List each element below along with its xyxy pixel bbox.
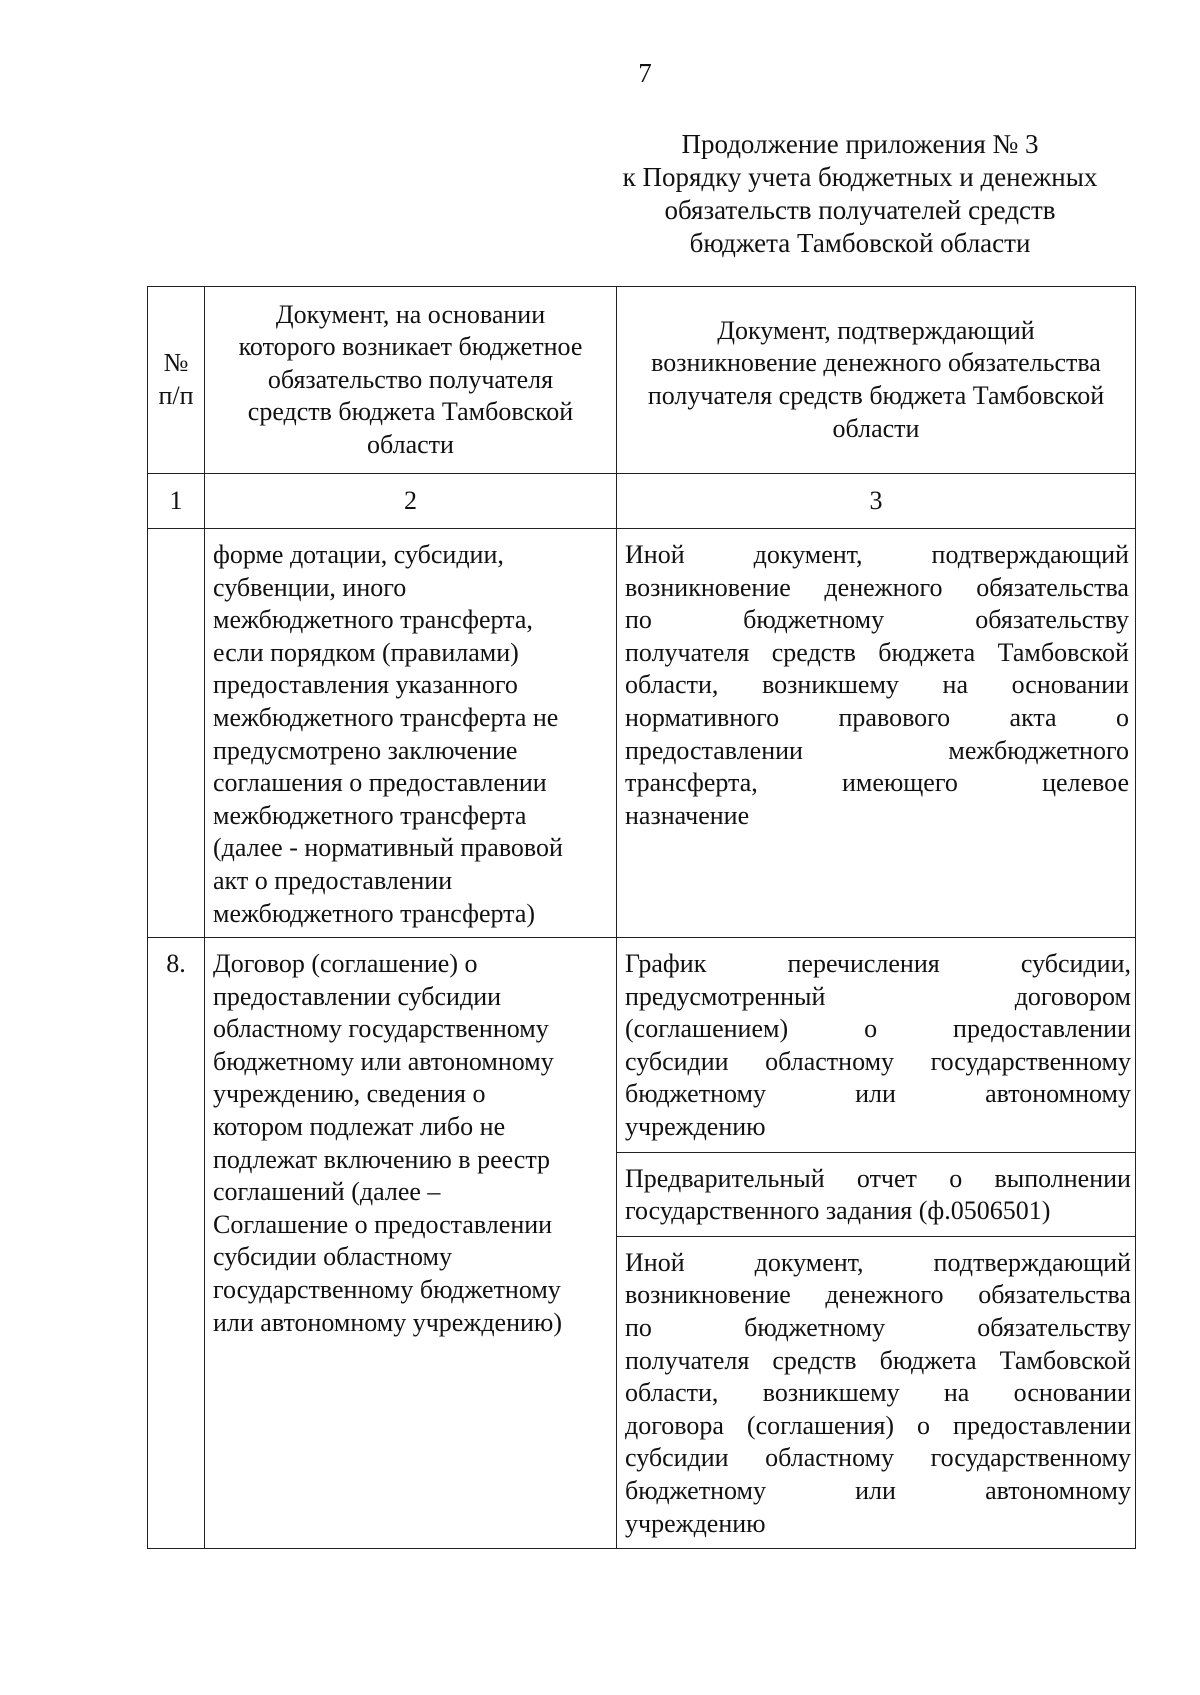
cell-text-line: Предварительный отчет о выполнении	[625, 1163, 1131, 1193]
cell-text-line: Иной документ, подтверждающий	[625, 1247, 1131, 1277]
cell-text-line: Иной документ, подтверждающий	[625, 540, 1129, 569]
appendix-header-line: бюджета Тамбовской области	[689, 228, 1031, 258]
cell-text-line: предусмотренный договором	[625, 981, 1131, 1011]
cell-text-line: предоставлении субсидии	[213, 981, 502, 1011]
cell-text-line: соглашения о предоставлении	[213, 768, 547, 798]
cell-text-line: договора (соглашения) о предоставлении	[625, 1410, 1131, 1440]
cell-text-line: предусмотрено заключение	[213, 735, 518, 765]
column-number-cell: 2	[205, 474, 617, 529]
header-basis-line: Документ, на основании	[275, 299, 546, 329]
cell-text-line: Соглашение о предоставлении	[213, 1209, 553, 1239]
cell-text-line: подлежат включению в реестр	[213, 1144, 551, 1174]
header-num-line: №	[163, 348, 189, 378]
cell-text-line: получателя средств бюджета Тамбовской	[625, 1345, 1131, 1375]
cell-text-line: соглашений (далее –	[213, 1177, 441, 1207]
cell-text-line: или автономному учреждению)	[213, 1307, 562, 1337]
cell-text-line: государственному бюджетному	[213, 1274, 561, 1304]
cell-text-line: учреждению, сведения о	[213, 1079, 486, 1109]
header-basis-line: области	[367, 429, 454, 459]
appendix-header-line: обязательств получателей средств	[664, 195, 1056, 225]
column-number-cell: 1	[148, 474, 205, 529]
cell-text-line: государственного задания (ф.0506501)	[625, 1196, 1051, 1226]
appendix-header-line: к Порядку учета бюджетных и денежных	[622, 162, 1098, 192]
cell-text-line: получателя средств бюджета Тамбовской	[625, 637, 1129, 667]
obligations-table	[147, 286, 1136, 1549]
cell-text-line: возникновение денежного обязательства	[625, 1280, 1131, 1310]
table-row-continued	[148, 529, 1136, 938]
header-confirm-line: области	[832, 413, 920, 443]
row-num-cell: 8.	[148, 938, 205, 1549]
cell-text-line: субвенции, иного	[213, 572, 407, 602]
row-basis-cell	[205, 938, 617, 1549]
confirm-document-block	[617, 1237, 1135, 1548]
cell-text-line: субсидии областному государственному	[625, 1046, 1131, 1076]
column-number-cell: 3	[617, 474, 1136, 529]
page-number: 7	[638, 58, 652, 88]
cell-text-line: области, возникшему на основании	[625, 1378, 1131, 1408]
header-num-cell	[148, 287, 205, 474]
cell-text-line: бюджетному или автономному	[625, 1079, 1131, 1109]
row-basis-cell	[205, 529, 617, 938]
row-confirm-cell	[617, 938, 1136, 1549]
header-confirm-cell	[617, 287, 1136, 474]
header-confirm-line: возникновение денежного обязательства	[651, 348, 1101, 378]
cell-text-line: акт о предоставлении	[213, 865, 453, 895]
appendix-header-line: Продолжение приложения № 3	[681, 129, 1039, 159]
cell-text-line: предоставлении межбюджетного	[625, 735, 1129, 765]
row-confirm-cell	[617, 529, 1136, 938]
column-number-row	[148, 474, 1136, 529]
cell-text-line: межбюджетного трансферта не	[213, 702, 559, 732]
cell-text-line: учреждению	[625, 1508, 766, 1538]
cell-text-line: межбюджетного трансферта)	[213, 898, 536, 928]
header-basis-line: средств бюджета Тамбовской	[247, 397, 574, 427]
cell-text-line: (соглашением) о предоставлении	[625, 1014, 1131, 1044]
cell-text-line: предоставления указанного	[213, 670, 518, 700]
cell-text-line: возникновение денежного обязательства	[625, 572, 1129, 602]
cell-text-line: График перечисления субсидии,	[625, 949, 1131, 978]
cell-text-line: если порядком (правилами)	[213, 637, 519, 667]
cell-text-line: областному государственному	[213, 1014, 549, 1044]
cell-text-line: трансферта, имеющего целевое	[625, 768, 1129, 798]
cell-text-line: форме дотации, субсидии,	[213, 540, 504, 569]
cell-text-line: межбюджетного трансферта	[213, 800, 527, 830]
cell-text-line: субсидии областному	[213, 1242, 452, 1272]
header-confirm-line: получателя средств бюджета Тамбовской	[647, 381, 1105, 410]
cell-text-line: межбюджетного трансферта,	[213, 605, 533, 635]
cell-text-line: области, возникшему на основании	[625, 670, 1129, 700]
header-basis-line: которого возникает бюджетное	[238, 332, 583, 362]
row-num-cell	[148, 529, 205, 938]
cell-text-line: по бюджетному обязательству	[625, 605, 1129, 635]
cell-text-line: бюджетному или автономному	[213, 1046, 554, 1076]
confirm-document-block	[617, 1153, 1135, 1237]
cell-text-line: нормативного правового акта о	[625, 702, 1129, 732]
cell-text-line: Договор (соглашение) о	[213, 949, 478, 978]
cell-text-line: (далее - нормативный правовой	[213, 833, 563, 863]
cell-text-line: учреждению	[625, 1111, 766, 1141]
appendix-header	[590, 128, 1130, 260]
confirm-document-block	[617, 938, 1135, 1153]
header-confirm-line: Документ, подтверждающий	[717, 315, 1035, 345]
cell-text-line: по бюджетному обязательству	[625, 1312, 1131, 1342]
cell-text-line: субсидии областному государственному	[625, 1443, 1131, 1473]
cell-text-line: бюджетному или автономному	[625, 1475, 1131, 1505]
table-row-8	[148, 938, 1136, 1549]
header-basis-cell	[205, 287, 617, 474]
cell-text-line: назначение	[625, 800, 750, 830]
cell-text-line: котором подлежат либо не	[213, 1111, 506, 1141]
header-basis-line: обязательство получателя	[267, 364, 554, 394]
header-num-line: п/п	[158, 381, 194, 410]
table-header-row	[148, 287, 1136, 474]
